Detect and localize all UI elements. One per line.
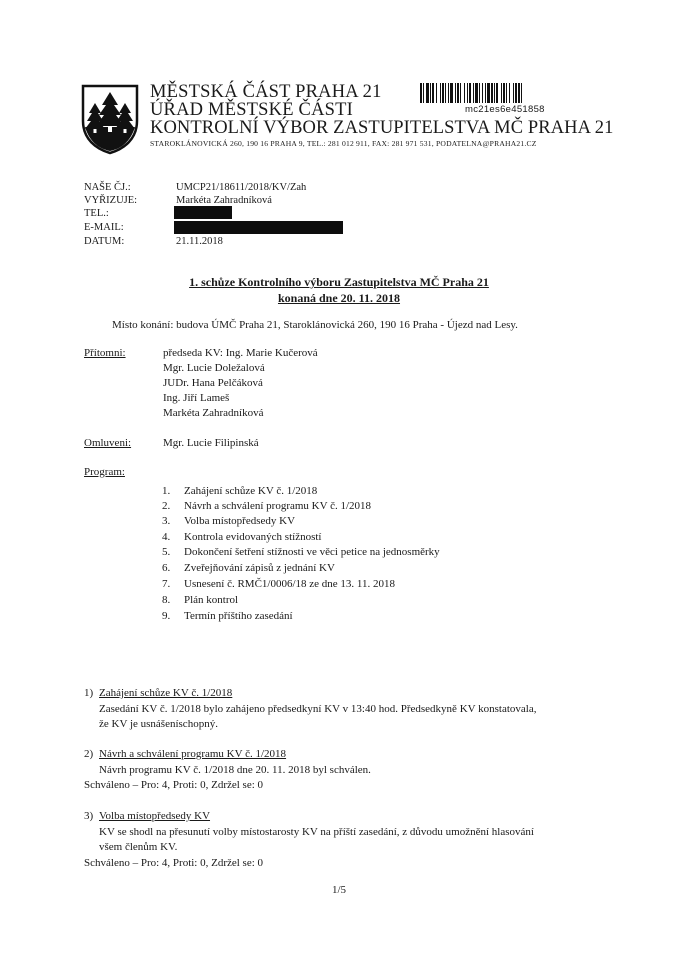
- barcode-bar: [513, 83, 514, 103]
- program-item-text: Usnesení č. RMČ1/0006/18 ze dne 13. 11. 2018: [184, 578, 396, 590]
- meta-label-handler: VYŘIZUJE:: [84, 195, 138, 206]
- vote-result: Schváleno – Pro: 4, Proti: 0, Zdržel se: 0: [84, 779, 264, 791]
- barcode-bar: [491, 83, 493, 103]
- barcode-bar: [501, 83, 502, 103]
- meta-value-handler: Markéta Zahradníková: [176, 195, 272, 206]
- barcode-bar: [515, 83, 517, 103]
- program-item-number: 6.: [162, 562, 171, 574]
- venue-text: Místo konání: budova ÚMČ Praha 21, Staroklánovická 260, 190 16 Praha - Újezd nad Lesy.: [112, 319, 518, 331]
- redaction-bar-tel: [174, 206, 232, 219]
- barcode-bar: [455, 83, 456, 103]
- barcode-icon: [420, 83, 592, 103]
- address-line: STAROKLÁNOVICKÁ 260, 190 16 PRAHA 9, TEL.: 281 012 911, FAX: 281 971 531, PODATELNA@PRAHA21.CZ: [150, 139, 537, 148]
- barcode-bar: [426, 83, 429, 103]
- program-item-number: 7.: [162, 578, 171, 590]
- barcode-bar: [469, 83, 471, 103]
- program-item-number: 9.: [162, 610, 171, 622]
- meta-label-date: DATUM:: [84, 236, 125, 247]
- excused-label: Omluveni:: [84, 437, 132, 449]
- section-heading: Zahájení schůze KV č. 1/2018: [99, 687, 233, 699]
- barcode-bar: [503, 83, 505, 103]
- program-item-number: 4.: [162, 531, 171, 543]
- document-subtitle: konaná dne 20. 11. 2018: [277, 291, 401, 305]
- meta-label-tel: TEL.:: [84, 208, 109, 219]
- barcode-bar: [473, 83, 474, 103]
- barcode-bar: [448, 83, 449, 103]
- program-item-text: Návrh a schválení programu KV č. 1/2018: [184, 500, 372, 512]
- office-name: ÚŘAD MĚSTSKÉ ČÁSTI: [150, 100, 354, 120]
- barcode-bar: [521, 83, 522, 103]
- barcode-bar: [423, 83, 424, 103]
- committee-name: KONTROLNÍ VÝBOR ZASTUPITELSTVA MČ PRAHA 21: [150, 118, 614, 138]
- attendee-item: Mgr. Lucie Doležalová: [163, 362, 265, 374]
- program-item-text: Zahájení schůze KV č. 1/2018: [184, 485, 318, 497]
- barcode-bar: [475, 83, 478, 103]
- excused-name: Mgr. Lucie Filipinská: [163, 437, 259, 449]
- barcode-bar: [496, 83, 498, 103]
- document-title: 1. schůze Kontrolního výboru Zastupitelstva MČ Praha 21: [189, 275, 489, 289]
- attendee-item: Markéta Zahradníková: [163, 407, 264, 419]
- barcode-bar: [442, 83, 444, 103]
- meta-value-date: 21.11.2018: [176, 236, 223, 247]
- attendee-item: předseda KV: Ing. Marie Kučerová: [163, 347, 318, 359]
- barcode-bar: [509, 83, 510, 103]
- program-item-text: Termín příštího zasedání: [184, 610, 293, 622]
- meta-label-ref: NAŠE ČJ.:: [84, 182, 131, 193]
- section-text: KV se shodl na přesunutí volby místostarosty KV na příští zasedání, z důvodu umožnění hlasování: [99, 826, 534, 838]
- redaction-bar-email: [174, 221, 343, 234]
- attendees-label: Přítomni:: [84, 347, 126, 359]
- barcode-bar: [440, 83, 441, 103]
- attendee-item: Ing. Jiří Lameš: [163, 392, 230, 404]
- barcode-bar: [482, 83, 483, 103]
- section-text: Zasedání KV č. 1/2018 bylo zahájeno předsedkyní KV v 13:40 hod. Předsedkyně KV konstatovala,: [99, 703, 537, 715]
- barcode-bar: [420, 83, 422, 103]
- program-item-number: 8.: [162, 594, 171, 606]
- section-text: Návrh programu KV č. 1/2018 dne 20. 11. 2018 byl schválen.: [99, 764, 371, 776]
- section-number: 2): [84, 748, 94, 760]
- section-number: 1): [84, 687, 94, 699]
- program-item-text: Volba místopředsedy KV: [184, 515, 296, 527]
- barcode-bar: [430, 83, 431, 103]
- barcode-bar: [432, 83, 434, 103]
- program-item-text: Plán kontrol: [184, 594, 239, 606]
- meta-label-email: E-MAIL:: [84, 222, 124, 233]
- section-number: 3): [84, 810, 94, 822]
- section-text: že KV je usnášeníschopný.: [99, 718, 218, 730]
- program-label: Program:: [84, 466, 125, 478]
- barcode-bar: [518, 83, 520, 103]
- program-item-text: Kontrola evidovaných stížností: [184, 531, 322, 543]
- barcode-bar: [467, 83, 468, 103]
- barcode-bar: [457, 83, 459, 103]
- barcode-bar: [436, 83, 437, 103]
- barcode-bar: [479, 83, 480, 103]
- barcode-bar: [494, 83, 495, 103]
- barcode-bar: [445, 83, 446, 103]
- section-heading: Návrh a schválení programu KV č. 1/2018: [99, 748, 287, 760]
- barcode-bar: [450, 83, 453, 103]
- coat-of-arms-icon: [80, 83, 140, 155]
- meta-value-ref: UMCP21/18611/2018/KV/Zah: [176, 182, 307, 193]
- program-item-text: Dokončení šetření stížnosti ve věci petice na jednosměrky: [184, 546, 440, 558]
- program-item-number: 1.: [162, 485, 171, 497]
- section-heading: Volba místopředsedy KV: [99, 810, 211, 822]
- barcode-bar: [460, 83, 461, 103]
- program-item-text: Zveřejňování zápisů z jednání KV: [184, 562, 335, 574]
- page-number: 1/5: [331, 884, 347, 896]
- attendee-item: JUDr. Hana Pelčáková: [163, 377, 263, 389]
- barcode-code: mc21es6e451858: [465, 104, 545, 115]
- barcode-bar: [506, 83, 507, 103]
- municipality-name: MĚSTSKÁ ČÁST PRAHA 21: [150, 82, 382, 102]
- vote-result: Schváleno – Pro: 4, Proti: 0, Zdržel se: 0: [84, 857, 264, 869]
- barcode-bar: [485, 83, 486, 103]
- barcode-bar: [487, 83, 490, 103]
- program-item-number: 3.: [162, 515, 171, 527]
- barcode-bar: [464, 83, 465, 103]
- section-text: všem členům KV.: [99, 841, 178, 853]
- program-item-number: 5.: [162, 546, 171, 558]
- program-item-number: 2.: [162, 500, 171, 512]
